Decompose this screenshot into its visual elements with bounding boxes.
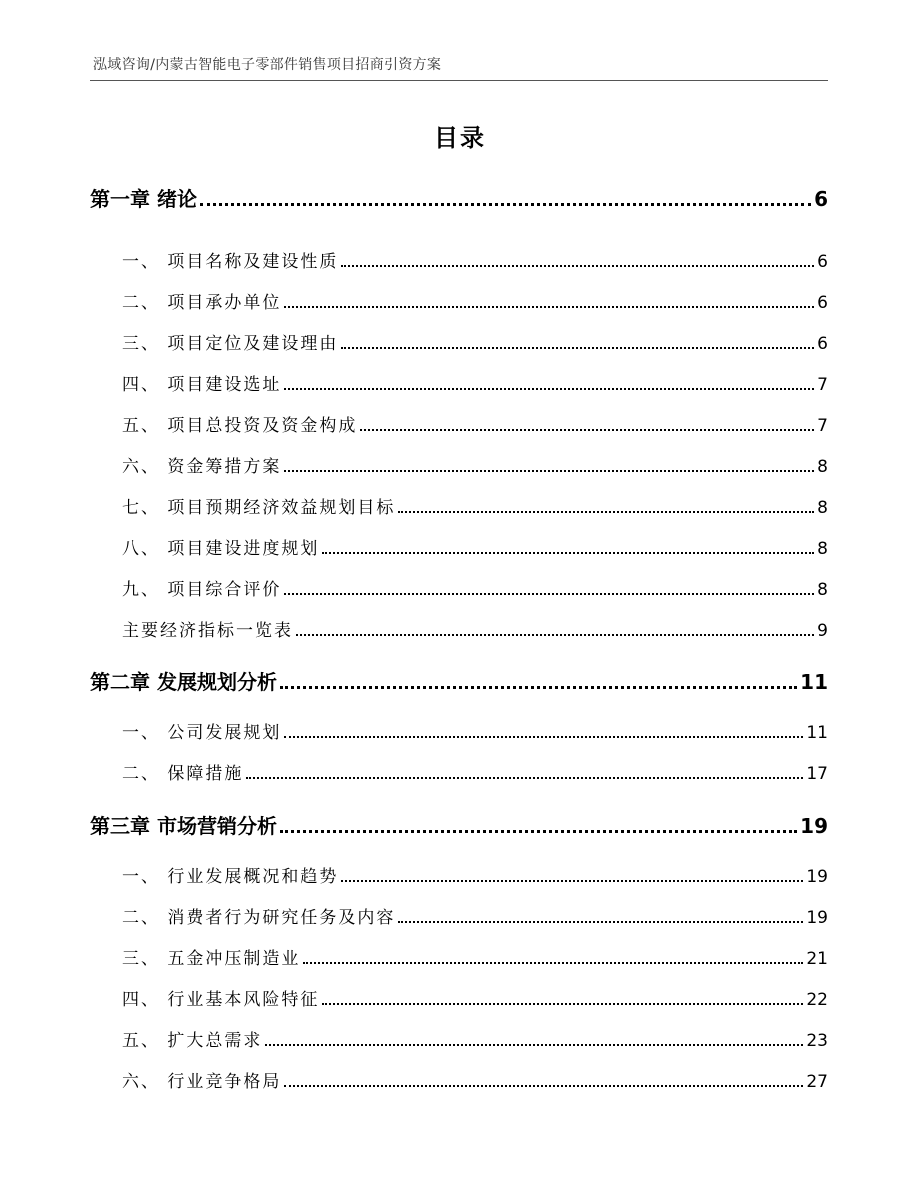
toc-dot-leader — [322, 552, 814, 554]
toc-chapter-entry[interactable] — [90, 666, 828, 695]
toc-page-number: 6 — [817, 293, 828, 313]
toc-dot-leader — [303, 962, 803, 964]
toc-section-entry[interactable] — [90, 329, 828, 354]
toc-page-number: 17 — [806, 764, 828, 784]
toc-page-number: 6 — [817, 252, 828, 272]
toc-dot-leader — [200, 203, 811, 206]
toc-page-number: 11 — [806, 723, 828, 743]
toc-section-entry[interactable] — [90, 718, 828, 743]
toc-entry-label: 五、 扩大总需求 — [122, 1031, 263, 1051]
toc-dot-leader — [341, 265, 814, 267]
toc-page-number: 11 — [800, 670, 828, 694]
toc-page-number: 9 — [817, 621, 828, 641]
toc-dot-leader — [284, 736, 803, 738]
toc-page-number: 6 — [817, 334, 828, 354]
toc-section-entry[interactable] — [90, 247, 828, 272]
toc-page-number: 8 — [817, 580, 828, 600]
toc-entry-label: 第一章 绪论 — [90, 187, 197, 211]
toc-page-number: 19 — [806, 908, 828, 928]
toc-dot-leader — [284, 593, 814, 595]
toc-section-entry[interactable] — [90, 616, 828, 641]
toc-page-number: 23 — [806, 1031, 828, 1051]
toc-section-entry[interactable] — [90, 1026, 828, 1051]
header-divider — [90, 80, 828, 81]
toc-dot-leader — [322, 1003, 803, 1005]
toc-dot-leader — [398, 511, 814, 513]
toc-dot-leader — [360, 429, 814, 431]
toc-page-number: 7 — [817, 416, 828, 436]
page-header: 泓域咨询/内蒙古智能电子零部件销售项目招商引资方案 — [93, 57, 442, 73]
toc-section-entry[interactable] — [90, 411, 828, 436]
toc-dot-leader — [265, 1044, 803, 1046]
toc-entry-label: 七、 项目预期经济效益规划目标 — [122, 498, 396, 518]
toc-entry-label: 九、 项目综合评价 — [122, 580, 282, 600]
toc-entry-label: 四、 项目建设选址 — [122, 375, 282, 395]
toc-page-number: 19 — [806, 867, 828, 887]
toc-page-number: 8 — [817, 498, 828, 518]
toc-entry-label: 第二章 发展规划分析 — [90, 670, 277, 694]
toc-entry-label: 五、 项目总投资及资金构成 — [122, 416, 358, 436]
toc-section-entry[interactable] — [90, 903, 828, 928]
toc-entry-label: 四、 行业基本风险特征 — [122, 990, 320, 1010]
toc-page-number: 19 — [800, 814, 828, 838]
toc-page-number: 8 — [817, 539, 828, 559]
toc-dot-leader — [296, 634, 814, 636]
toc-page-number: 22 — [806, 990, 828, 1010]
toc-dot-leader — [280, 686, 797, 689]
toc-page-number: 7 — [817, 375, 828, 395]
toc-section-entry[interactable] — [90, 370, 828, 395]
toc-entry-label: 一、 项目名称及建设性质 — [122, 252, 339, 272]
toc-entry-label: 三、 五金冲压制造业 — [122, 949, 301, 969]
toc-section-entry[interactable] — [90, 862, 828, 887]
toc-dot-leader — [341, 880, 803, 882]
toc-dot-leader — [284, 470, 814, 472]
toc-title: 目录 — [434, 124, 486, 152]
toc-dot-leader — [398, 921, 803, 923]
toc-section-entry[interactable] — [90, 493, 828, 518]
toc-entry-label: 一、 行业发展概况和趋势 — [122, 867, 339, 887]
toc-section-entry[interactable] — [90, 575, 828, 600]
toc-section-entry[interactable] — [90, 985, 828, 1010]
toc-entry-label: 六、 资金筹措方案 — [122, 457, 282, 477]
toc-entry-label: 三、 项目定位及建设理由 — [122, 334, 339, 354]
toc-section-entry[interactable] — [90, 944, 828, 969]
toc-entry-label: 二、 项目承办单位 — [122, 293, 282, 313]
toc-entry-label: 二、 消费者行为研究任务及内容 — [122, 908, 396, 928]
toc-chapter-entry[interactable] — [90, 810, 828, 839]
toc-entry-label: 六、 行业竞争格局 — [122, 1072, 282, 1092]
toc-page-number: 21 — [806, 949, 828, 969]
toc-page-number: 6 — [814, 187, 828, 211]
toc-dot-leader — [284, 1085, 803, 1087]
toc-entry-label: 第三章 市场营销分析 — [90, 814, 277, 838]
toc-dot-leader — [280, 830, 797, 833]
toc-section-entry[interactable] — [90, 759, 828, 784]
toc-dot-leader — [284, 388, 814, 390]
toc-section-entry[interactable] — [90, 534, 828, 559]
toc-entry-label: 二、 保障措施 — [122, 764, 244, 784]
toc-dot-leader — [341, 347, 814, 349]
toc-dot-leader — [284, 306, 814, 308]
toc-chapter-entry[interactable] — [90, 183, 828, 212]
toc-entry-label: 主要经济指标一览表 — [122, 621, 293, 641]
toc-page-number: 8 — [817, 457, 828, 477]
toc-entry-label: 八、 项目建设进度规划 — [122, 539, 320, 559]
toc-section-entry[interactable] — [90, 1067, 828, 1092]
toc-dot-leader — [246, 777, 803, 779]
toc-section-entry[interactable] — [90, 452, 828, 477]
toc-entry-label: 一、 公司发展规划 — [122, 723, 282, 743]
toc-section-entry[interactable] — [90, 288, 828, 313]
toc-page-number: 27 — [806, 1072, 828, 1092]
